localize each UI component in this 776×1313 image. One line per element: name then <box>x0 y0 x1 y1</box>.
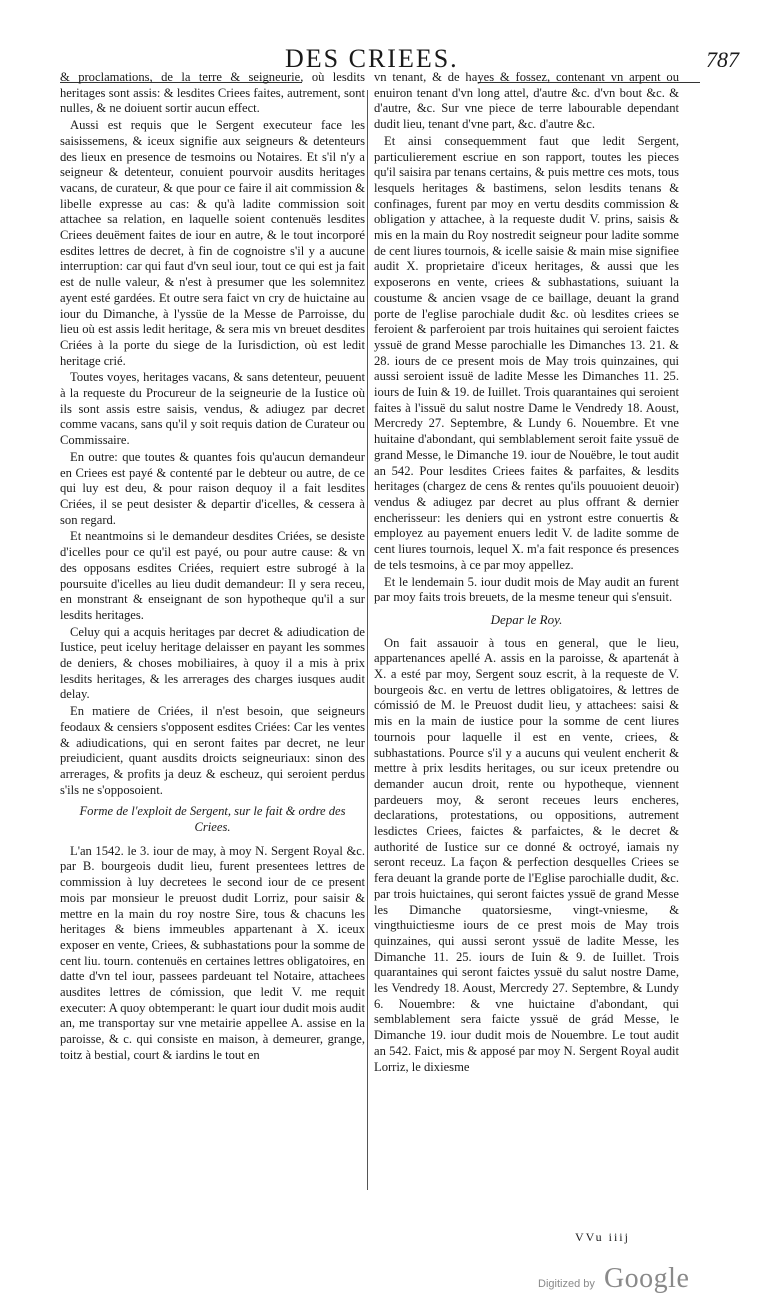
left-paragraph: Celuy qui a acquis heritages par decret & adiudication de Iustice, peut iceluy heritage delaisser en payant les sommes de deniers, & choses mobiliaires, à quoy il a mis à prix lesdits heritages, & les arrerages des charges iusques audit delay. <box>60 624 365 702</box>
left-paragraph: En matiere de Criées, il n'est besoin, que seigneurs feodaux & censiers s'opposent esdites Criées: Car les ventes & adiudications, qui en seront faites par decret, ne leur preiudicient, quant ausdits droicts seigneuriaux: sinon des arrerages, & profits ja deuz & escheuz, qui seroient perdus s'ils ne s'opposoient. <box>60 704 365 797</box>
left-paragraph: En outre: que toutes & quantes fois qu'aucun demandeur en Criees est payé & contenté par le debteur ou autre, de ce qui luy est deu, & pour raison dequoy il a fait lesdites Criées, il se peut desister & departir d'icelles, & cessera à son regard. <box>60 449 365 527</box>
page-number: 787 <box>706 47 739 72</box>
digitization-watermark <box>538 1263 689 1295</box>
watermark-logo: Google <box>603 1263 690 1294</box>
left-paragraph: & proclamations, de la terre & seigneurie, où lesdits heritages sont assis: & lesdites Criees faites, autrement, sont nulles, & ne doiuent sortir aucun effect. <box>60 70 365 116</box>
section-heading: Forme de l'exploit de Sergent, sur le fait & ordre des Criees. <box>79 804 346 835</box>
left-paragraph: Toutes voyes, heritages vacans, & sans detenteur, peuuent à la requeste du Procureur de la seigneurie de la Iustice où ils sont assis estre saisis, vendus, & adiugez par decret comme vacans, sans qu'il y soit requis dation de Curateur ou Commissaire. <box>60 370 365 448</box>
running-header-title: DES CRIEES. <box>285 44 459 73</box>
left-paragraph: Aussi est requis que le Sergent executeur face les saisissemens, & iceux signifie aux seigneurs & detenteurs des lieux en presence de tesmoins ou Notaires. Et s'il n'y a seigneur & detenteur, conuient pourvoir ausdits heritages vacans, de curateur, & que pour ce faire il ait commission & libelle expresse au cas: & qu'à ladite commission soit attachee sa relation, en laquelle soient contenuës lesdites Criees deuëment faites de iour en autre, & le tout incorporé esdites lettres de decret, à fin de cognoistre s'il y a aucune interruption: car qui faut d'vn seul iour, tout ce qui est ja fait est de nulle valeur, & n'est à presumer que les solemnitez ayent esté gardées. Et outre sera faict vn cry de huictaine au iour du Dimanche, à l'yssüe de la Messe de Parroisse, du lieu où est assis ledit heritage, & sera mis vn breuet desdites Criées à la porte du siege de la Iurisdiction, où est ledit heritage crié. <box>60 118 365 368</box>
right-column <box>374 70 679 1076</box>
right-paragraph: Et ainsi consequemment faut que ledit Sergent, particulierement escriue en son rapport, toutes les pieces qu'il saisira par tenans certains, & puis mettre ces mots, tous lesquels heritages & bastimens, selon lesdits tenans & confinages, furent par moy en vertu desdits commission & obligation y attachee, à la requeste dudit V. prins, saisis & mis en la main du Roy nostredit seigneur pour ladite somme de cent liures tournois, & icelle saisie & main mise signifiee audit X. proprietaire d'iceux heritages, & aussi que les exposerons en vente, criees & subhastations, suiuant la coustume & ancien vsage de ce baillage, deuant la grand porte de l'eglise parochiale dudit &c. où lesdites criees se feroient & parferoient par trois huitaines qui seroient faictes yssuë de grand Messe parochialle les Dimanches 13. 21. & 28. iours de ce present mois de May trois quinzaines, qui aussi seroient issuë de ladite Messe les Dimanches 11. 25. iours de Iuin & 19. de Iuillet. Trois quarantaines qui seroient faites à l'issuë du salut nostre Dame le Vendredy 18. Aoust, Mercredy 27. Septembre, & Lundy 6. Nouembre. Et vne huitaine d'abondant, qui semblablement seroit faite yssuë de grand Messe, le Dimanche 19. iour de Nouëbre, le tout audit an 542. Pour lesdites Criees faites & parfaites, & lesdits heritages (chargez de cens & rentes qu'ils pouuoient deuoir) vendus & adiugez par decret au plus offrant & dernier encherisseur: les deniers qui en ystront estre conuertis & employez au payement enuers ledit V. de ladite somme de cent liures tournois, lequel X. m'a fait responce és presences de tels tesmoins, à ce par moy appellez. <box>374 133 680 572</box>
right-paragraph: vn tenant, & de hayes & fossez, contenant vn arpent ou enuiron tenant d'vn long attel, d'autre &c. d'vn bout &c. & d'autre, &c. Sur vne piece de terre labourable dependant dudit lieu, tenant d'vne part, &c. d'autre &c. <box>374 70 679 132</box>
column-divider <box>367 90 368 1190</box>
left-paragraph: Et neantmoins si le demandeur desdites Criées, se desiste d'icelles pour ce qu'il est payé, ou pour autre cause: & vn des opposans esdites Criées, requiert estre subrogé à la poursuite d'icelles au lieu dudit demandeur: Il y sera receu, en monstrant & enseignant de son hypotheque qu'il a sur lesdits heritages. <box>60 529 365 622</box>
proclamation-paragraph: On fait assauoir à tous en general, que le lieu, appartenances apellé A. assis en la paroisse, & apartenát à X. a esté par moy, Sergent souz escrit, à la requeste de V. bourgeois &c. en vertu de lettres obligatoires, & lettres de cómissió de M. le Preuost dudit lieu, y attachees: saisi & mis en la main de iustice pour la somme de cent liures tournois pour laquelle il est en vente, criees, & subhastations. Pource s'il y a aucuns qui veulent encherit & mettre à prix lesdits heritages, ou sur iceux pretendre ou demander aucun droit, rente ou hypotheque, viennent pardeuers moy, & seront receues leurs encheres, declarations, protestations, ou oppositions, autrement lesdictes Criees, faictes & parfaictes, & le decret & authorité de Iustice sur ce donné & octroyé, iamais ny seront receuz. La façon & perfection desquelles Criees se fera deuant la grande porte de l'Eglise parochialle dudit, &c. par trois huictaines, qui seront faictes yssuë de grand Messe les Dimanche quatorsiesme, vingt-vniesme, & vingthuictiesme iours de ce prest mois de May trois quinzaines, qui aussi seront yssuë de ladite Messe, les Dimanche 11. 25. iours de Iuin & 9. de Iuillet. Trois quarantaines qui seront faictes yssuë du salut nostre Dame, les Vendredy 18. Aoust, Mercredy 27. Septembre, & Lundy 6. Nouembre: & vne huictaine d'abondant, qui semblablement sera faicte yssuë de grád Messe, le Dimanche 19. iour dudit mois de Nouembre. Le tout audit an 542. Faict, mis & apposé par moy N. Sergent Royal audit Lorriz, le dixiesme <box>374 635 679 1074</box>
proclamation-heading: Depar le Roy. <box>490 611 563 627</box>
right-paragraph: Et le lendemain 5. iour dudit mois de May audit an furent par moy faits trois breuets, de la mesme teneur qui s'ensuit. <box>374 574 679 605</box>
exploit-paragraph: L'an 1542. le 3. iour de may, à moy N. Sergent Royal &c. par B. bourgeois dudit lieu, furent presentees lettres de commission à luy decretees le second iour de ce present mois par monsieur le preuost dudit Lorriz, pour saisir & mettre en la main du roy nostre Sire, tous & chacuns les heritages & biens immeubles appartenant à X. iceux exposer en vente, Criees, & subhastations pour la somme de cent liu. tourn. contenuës en certaines lettres obligatoires, en datte d'vn tel iour, passees pardeuant tel Notaire, attachees ausdites lettres de cómission, que ledit V. me requit executer: A quoy obtemperant: le quart iour dudit mois audit an, me transportay sur vne metairie appellee A. assise en la paroisse, & c. qui consiste en maison, à demeurer, grange, toitz à bestial, court & iardins le tout en <box>60 843 365 1062</box>
left-column <box>60 70 365 1065</box>
signature-mark: VVu iiij <box>575 1230 630 1244</box>
watermark-prefix: Digitized by <box>538 1278 595 1290</box>
